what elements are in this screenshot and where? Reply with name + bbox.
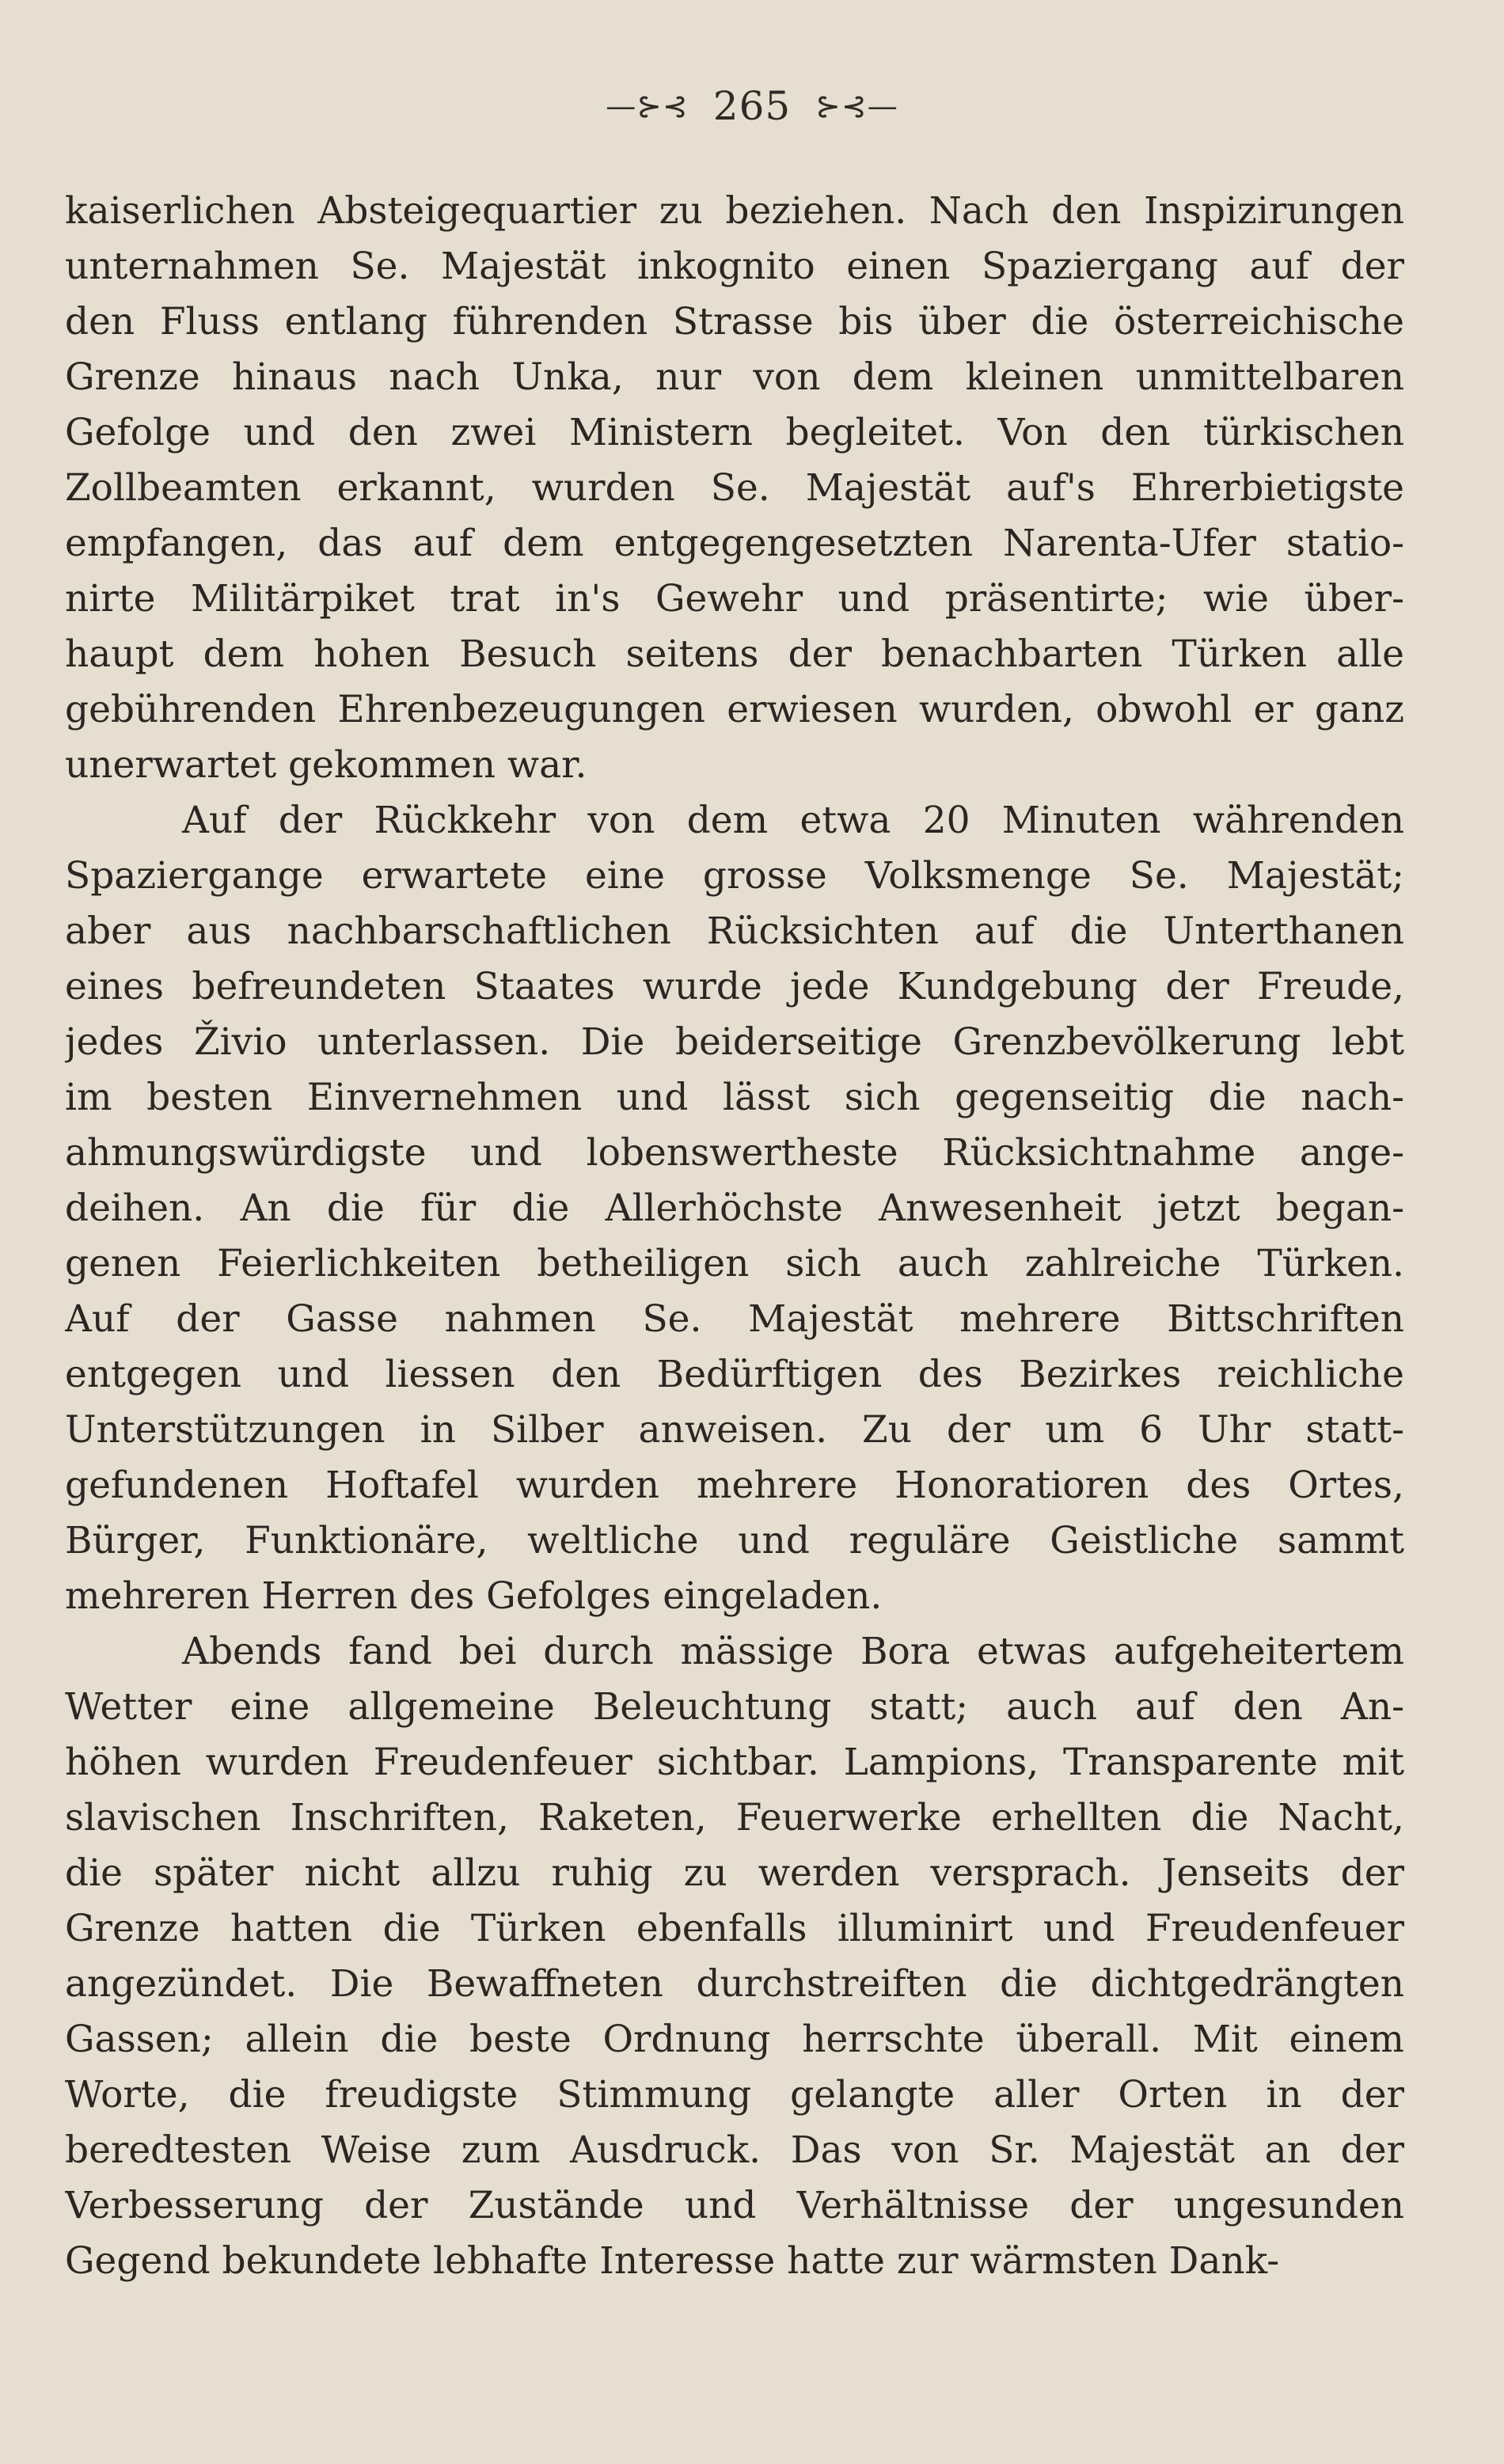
header-ornament-left: —⊱⊰	[606, 89, 689, 123]
text-line: kaiserlichen Absteigequartier zu beziehen. Nach den Inspizirungen	[65, 189, 1404, 233]
text-line: Grenze hinaus nach Unka, nur von dem kleinen unmittelbaren	[65, 355, 1404, 399]
paragraph	[65, 184, 1404, 793]
text-line: Zollbeamten erkannt, wurden Se. Majestät auf's Ehrerbietigste	[65, 466, 1404, 510]
text-line: jedes Živio unterlassen. Die beiderseitige Grenzbevölkerung lebt	[65, 1020, 1404, 1064]
text-line: gebührenden Ehrenbezeugungen erwiesen wurden, obwohl er ganz	[65, 688, 1404, 731]
text-line: Gegend bekundete lebhafte Interesse hatte zur wärmsten Dank-	[65, 2239, 1280, 2283]
text-line: empfangen, das auf dem entgegengesetzten Narenta-Ufer statio-	[65, 522, 1404, 565]
page-header	[0, 82, 1504, 130]
text-line: Auf der Gasse nahmen Se. Majestät mehrere Bittschriften	[65, 1297, 1404, 1341]
page-number: 265	[712, 83, 792, 129]
text-line: entgegen und liessen den Bedürftigen des Bezirkes reichliche	[65, 1353, 1404, 1396]
text-line: Wetter eine allgemeine Beleuchtung statt; auch auf den An-	[65, 1685, 1404, 1729]
text-line: Worte, die freudigste Stimmung gelangte aller Orten in der	[65, 2073, 1404, 2117]
text-line: Spaziergange erwartete eine grosse Volksmenge Se. Majestät;	[65, 854, 1404, 898]
text-line: unerwartet gekommen war.	[65, 743, 587, 787]
text-line: Gassen; allein die beste Ordnung herrschte überall. Mit einem	[65, 2018, 1404, 2061]
text-line: den Fluss entlang führenden Strasse bis über die österreichische	[65, 300, 1404, 344]
text-line: Bürger, Funktionäre, weltliche und reguläre Geistliche sammt	[65, 1519, 1404, 1562]
text-line: slavischen Inschriften, Raketen, Feuerwerke erhellten die Nacht,	[65, 1796, 1404, 1839]
text-line: gefundenen Hoftafel wurden mehrere Honoratioren des Ortes,	[65, 1464, 1404, 1507]
page-body-text	[65, 184, 1404, 2289]
text-line: deihen. An die für die Allerhöchste Anwesenheit jetzt began-	[65, 1186, 1404, 1230]
text-line: angezündet. Die Bewaffneten durchstreiften die dichtgedrängten	[65, 1962, 1404, 2006]
text-line: Unterstützungen in Silber anweisen. Zu der um 6 Uhr statt-	[65, 1408, 1404, 1452]
text-line: Gefolge und den zwei Ministern begleitet. Von den türkischen	[65, 411, 1404, 454]
text-line: ahmungswürdigste und lobenswertheste Rücksichtnahme ange-	[65, 1131, 1404, 1175]
text-line: beredtesten Weise zum Ausdruck. Das von Sr. Majestät an der	[65, 2128, 1404, 2172]
text-line: nirte Militärpiket trat in's Gewehr und präsentirte; wie über-	[65, 577, 1404, 621]
text-line: Grenze hatten die Türken ebenfalls illuminirt und Freudenfeuer	[65, 1907, 1404, 1950]
text-line: im besten Einvernehmen und lässt sich gegenseitig die nach-	[65, 1076, 1404, 1119]
text-line: Abends fand bei durch mässige Bora etwas aufgeheitertem	[182, 1630, 1404, 1673]
paragraph	[65, 793, 1404, 1624]
text-line: aber aus nachbarschaftlichen Rücksichten auf die Unterthanen	[65, 909, 1404, 953]
text-line: eines befreundeten Staates wurde jede Kundgebung der Freude,	[65, 965, 1404, 1008]
text-line: Auf der Rückkehr von dem etwa 20 Minuten währenden	[182, 799, 1404, 842]
header-ornament-right: ⊱⊰—	[815, 89, 898, 123]
text-line: Verbesserung der Zustände und Verhältnisse der ungesunden	[65, 2184, 1404, 2227]
text-line: höhen wurden Freudenfeuer sichtbar. Lampions, Transparente mit	[65, 1741, 1404, 1784]
text-line: unternahmen Se. Majestät inkognito einen Spaziergang auf der	[65, 245, 1404, 288]
text-line: haupt dem hohen Besuch seitens der benachbarten Türken alle	[65, 632, 1404, 676]
text-line: die später nicht allzu ruhig zu werden versprach. Jenseits der	[65, 1851, 1404, 1895]
paragraph	[65, 1624, 1404, 2289]
text-line: genen Feierlichkeiten betheiligen sich auch zahlreiche Türken.	[65, 1242, 1404, 1285]
text-line: mehreren Herren des Gefolges eingeladen.	[65, 1574, 883, 1618]
